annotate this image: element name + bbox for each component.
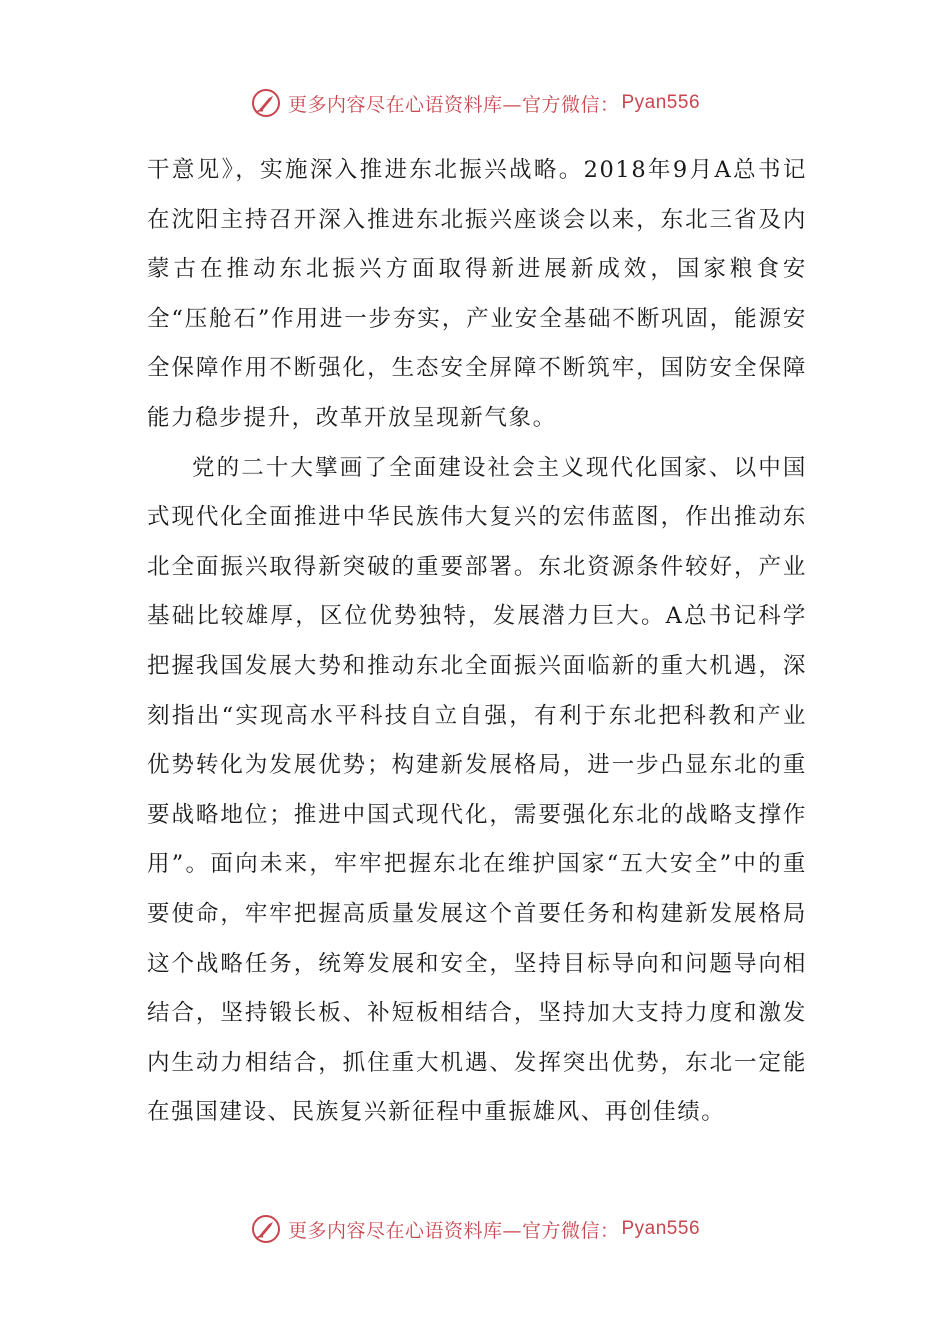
document-body: [147, 146, 807, 1138]
paragraph: 党的二十大擘画了全面建设社会主义现代化国家、以中国式现代化全面推进中华民族伟大复兴的宏伟蓝图，作出推动东北全面振兴取得新突破的重要部署。东北资源条件较好，产业基础比较雄厚，区位优势独特，发展潜力巨大。A总书记科学把握我国发展大势和推动东北全面振兴面临新的重大机遇，深刻指出“实现高水平科技自立自强，有利于东北把科教和产业优势转化为发展优势；构建新发展格局，进一步凸显东北的重要战略地位；推进中国式现代化，需要强化东北的战略支撑作用”。面向未来，牢牢把握东北在维护国家“五大安全”中的重要使命，牢牢把握高质量发展这个首要任务和构建新发展格局这个战略任务，统筹发展和安全，坚持目标导向和问题导向相结合，坚持锻长板、补短板相结合，坚持加大支持力度和激发内生动力相结合，抓住重大机遇、发挥突出优势，东北一定能在强国建设、民族复兴新征程中重振雄风、再创佳绩。: [147, 454, 807, 1126]
pen-nib-icon: [250, 1213, 282, 1245]
pen-nib-icon: [250, 87, 282, 119]
banner-text: 更多内容尽在心语资料库—官方微信：: [287, 1219, 620, 1242]
header-banner: [0, 83, 950, 123]
wechat-id: Pyan556: [621, 92, 701, 113]
paragraph: 干意见》，实施深入推进东北振兴战略。2018年9月A总书记在沈阳主持召开深入推进东北振兴座谈会以来，东北三省及内蒙古在推动东北振兴方面取得新进展新成效，国家粮食安全“压舱石”作用进一步夯实，产业安全基础不断巩固，能源安全保障作用不断强化，生态安全屏障不断筑牢，国防安全保障能力稳步提升，改革开放呈现新气象。: [147, 157, 807, 431]
wechat-id: Pyan556: [621, 1218, 701, 1239]
footer-banner: [0, 1209, 950, 1249]
banner-text: 更多内容尽在心语资料库—官方微信：: [287, 93, 620, 116]
